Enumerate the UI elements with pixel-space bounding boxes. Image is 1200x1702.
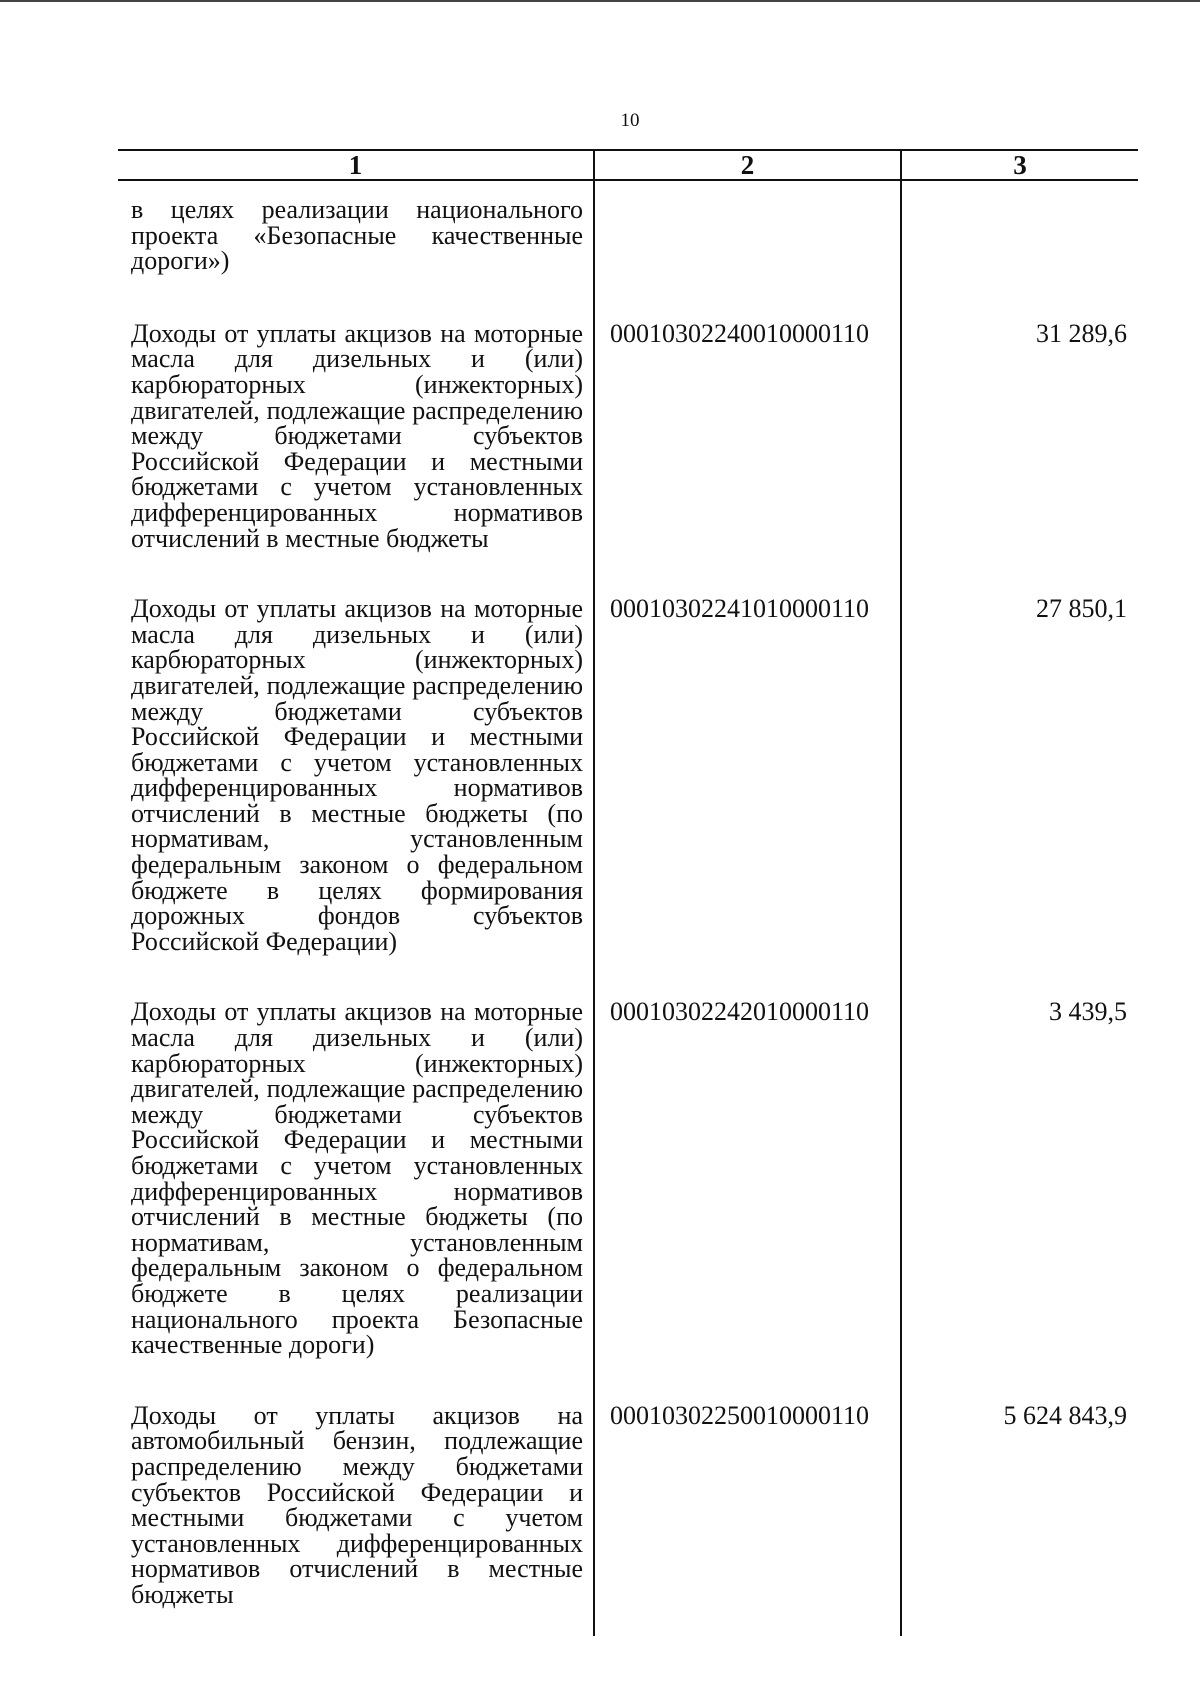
row-amount: 31 289,6 <box>1036 318 1127 348</box>
row-code: 00010302242010000110 <box>610 997 870 1027</box>
table-row <box>118 304 1138 579</box>
row-amount: 5 624 843,9 <box>1003 1400 1127 1430</box>
budget-table <box>118 149 1138 1636</box>
row-description: Доходы от уплаты акцизов на моторные масла для дизельных и (или) карбюраторных (инжекторных) двигателей, подлежащие распределению между бюджетами субъектов Российской Федерации и местными бюджетами с учетом установленных дифференцированных нормативов отчислений в местные бюджеты (по нормативам, установленным федеральным законом о федеральном бюджете в целях формирования дорожных фондов субъектов Российской Федерации) <box>131 594 583 956</box>
row-code: 00010302250010000110 <box>610 1400 870 1430</box>
column-header-1: 1 <box>118 150 594 180</box>
column-header-3: 3 <box>901 150 1138 180</box>
row-description: Доходы от уплаты акцизов на автомобильный бензин, подлежащие распределению между бюджетами субъектов Российской Федерации и местными бюджетами с учетом установленных дифференцированных нормативов отчислений в местные бюджеты <box>131 1400 583 1609</box>
row-code <box>595 181 900 198</box>
table-header-row <box>118 150 1138 180</box>
table-row <box>118 1386 1138 1636</box>
table-row <box>118 982 1138 1385</box>
page-top-border <box>0 0 1200 2</box>
row-amount <box>902 181 1138 198</box>
page-number: 10 <box>620 110 640 131</box>
budget-table-container <box>118 149 1138 1609</box>
row-amount: 3 439,5 <box>1049 997 1127 1027</box>
table-row <box>118 579 1138 982</box>
row-description: Доходы от уплаты акцизов на моторные масла для дизельных и (или) карбюраторных (инжекторных) двигателей, подлежащие распределению между бюджетами субъектов Российской Федерации и местными бюджетами с учетом установленных дифференцированных нормативов отчислений в местные бюджеты (по нормативам, установленным федеральным законом о федеральном бюджете в целях реализации национального проекта Безопасные качественные дороги) <box>131 997 583 1360</box>
column-header-2: 2 <box>594 150 901 180</box>
row-amount: 27 850,1 <box>1036 594 1127 624</box>
table-row <box>118 180 1138 304</box>
row-code: 00010302241010000110 <box>610 594 870 624</box>
row-description: в целях реализации национального проекта «Безопасные качественные дороги») <box>131 195 583 276</box>
row-code: 00010302240010000110 <box>610 318 870 348</box>
row-description: Доходы от уплаты акцизов на моторные масла для дизельных и (или) карбюраторных (инжекторных) двигателей, подлежащие распределению между бюджетами субъектов Российской Федерации и местными бюджетами с учетом установленных дифференцированных нормативов отчислений в местные бюджеты <box>131 318 583 553</box>
